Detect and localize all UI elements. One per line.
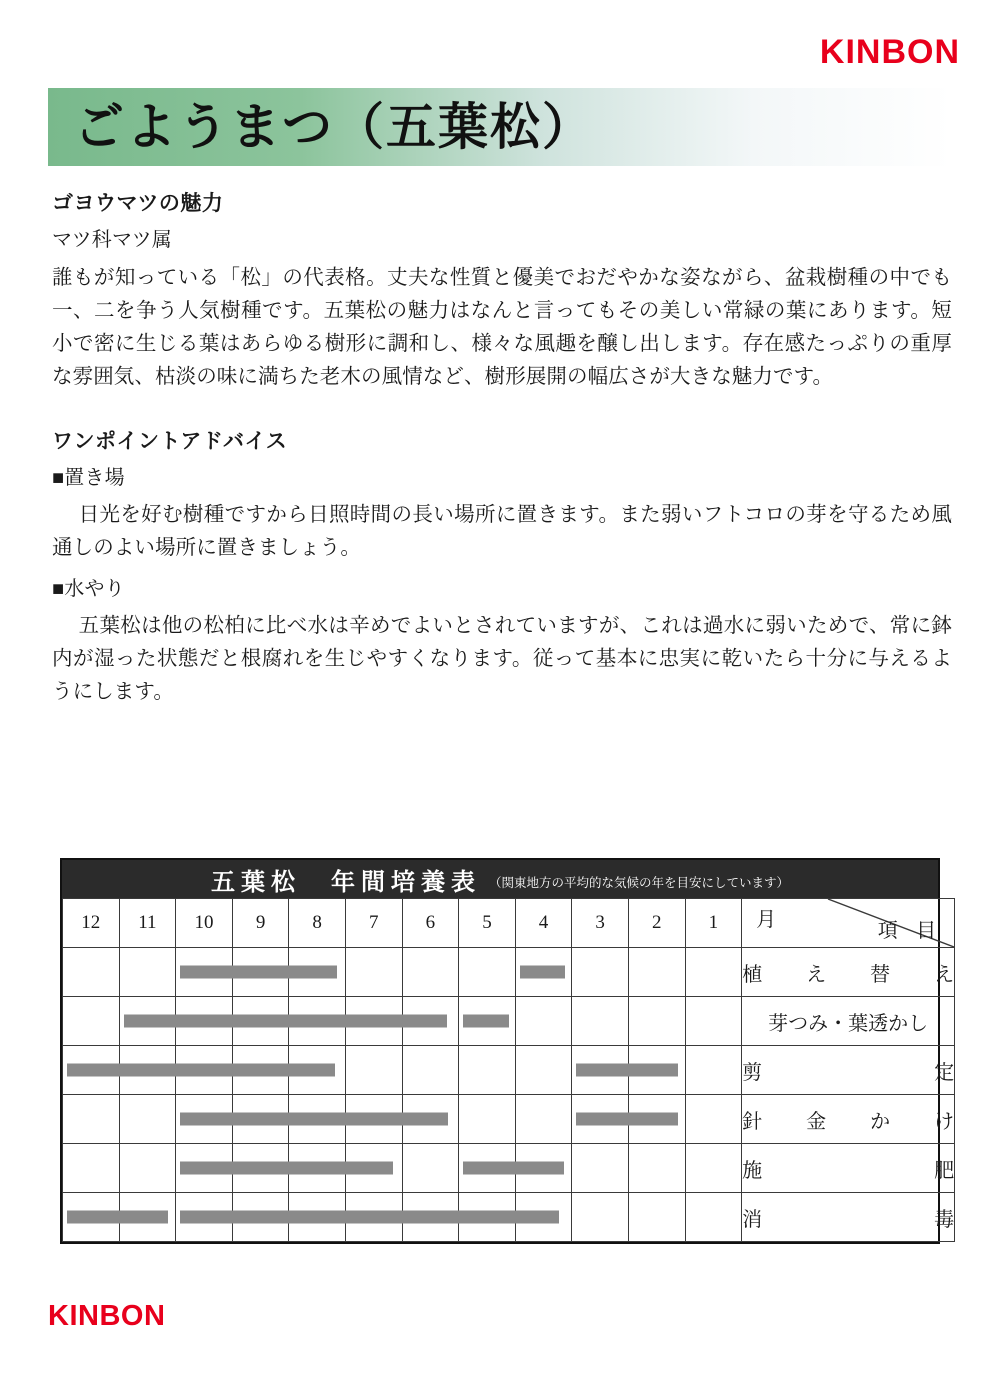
- schedule-cell: [685, 997, 742, 1046]
- schedule-cell: [685, 1193, 742, 1242]
- table-row: [63, 1193, 955, 1242]
- schedule-cell: [289, 948, 346, 997]
- page-title: ごようまつ（五葉松）: [74, 97, 594, 156]
- schedule-cell: [176, 1046, 233, 1095]
- schedule-cell: [402, 1046, 459, 1095]
- schedule-cell: [685, 1095, 742, 1144]
- schedule-cell: [402, 1144, 459, 1193]
- corner-month-label: 月: [756, 907, 777, 931]
- schedule-cell: [402, 997, 459, 1046]
- corner-item-label: 項 目: [877, 918, 943, 942]
- schedule-cell: [176, 1144, 233, 1193]
- schedule-cell: [63, 1095, 120, 1144]
- brand-logo-top: KINBON: [819, 33, 960, 71]
- schedule-cell: [119, 948, 176, 997]
- table-note: （関東地方の平均的な気候の年を目安にしています）: [488, 875, 789, 890]
- schedule-cell: [63, 948, 120, 997]
- schedule-cell: [176, 1095, 233, 1144]
- schedule-cell: [628, 948, 685, 997]
- schedule-bar: [520, 966, 566, 979]
- schedule-cell: [345, 1046, 402, 1095]
- table-row: [63, 899, 955, 948]
- month-header-cell: 10: [176, 899, 233, 948]
- month-header-cell: 4: [515, 899, 572, 948]
- schedule-cell: [345, 948, 402, 997]
- schedule-cell: [63, 1193, 120, 1242]
- family-genus-text: マツ科マツ属: [52, 229, 172, 252]
- month-header-cell: 7: [345, 899, 402, 948]
- schedule-cell: [402, 1095, 459, 1144]
- schedule-cell: [345, 1144, 402, 1193]
- schedule-cell: [232, 1193, 289, 1242]
- table-row: [63, 1095, 955, 1144]
- schedule-cell: [289, 1095, 346, 1144]
- schedule-cell: [63, 1046, 120, 1095]
- schedule-cell: [459, 1046, 516, 1095]
- schedule-cell: [119, 997, 176, 1046]
- row-label-text: 針 金 か け: [742, 1108, 955, 1133]
- section-heading-advice: ワンポイントアドバイス: [52, 429, 288, 453]
- advice-paragraph-watering: 五葉松は他の松柏に比べ水は辛めでよいとされていますが、これは過水に弱いためで、常に鉢内が湿った状態だと根腐れを生じやすくなります。従って基本に忠実に乾いたら十分に与えるようにします。: [52, 613, 952, 704]
- schedule-cell: [572, 948, 629, 997]
- schedule-cell: [63, 997, 120, 1046]
- row-label-cell: [742, 948, 955, 997]
- row-label-cell: [742, 1144, 955, 1193]
- row-label-cell: [742, 1095, 955, 1144]
- table-header: [62, 860, 938, 898]
- schedule-cell: [628, 1046, 685, 1095]
- schedule-cell: [628, 997, 685, 1046]
- schedule-cell: [232, 1095, 289, 1144]
- row-label-text: 消 毒: [742, 1206, 955, 1231]
- article-body: [52, 190, 952, 709]
- schedule-cell: [628, 1095, 685, 1144]
- row-label-text: 剪 定: [742, 1059, 955, 1084]
- schedule-cell: [402, 1193, 459, 1242]
- page-title-band: [48, 88, 952, 166]
- schedule-cell: [232, 997, 289, 1046]
- schedule-cell: [572, 1046, 629, 1095]
- row-label-text: 施 肥: [742, 1157, 955, 1182]
- schedule-cell: [232, 1144, 289, 1193]
- advice-paragraph-placement: 日光を好む樹種ですから日照時間の長い場所に置きます。また弱いフトコロの芽を守るため風通しのよい場所に置きましょう。: [52, 503, 952, 560]
- schedule-cell: [459, 1095, 516, 1144]
- annual-care-table: [60, 858, 955, 1244]
- schedule-cell: [176, 948, 233, 997]
- schedule-cell: [628, 1144, 685, 1193]
- table-title: 五葉松 年間培養表: [210, 866, 481, 896]
- care-schedule-grid: [62, 898, 955, 1242]
- table-corner-cell: [742, 899, 955, 948]
- row-label-text: 植 え 替 え: [742, 961, 955, 986]
- schedule-cell: [232, 1046, 289, 1095]
- schedule-cell: [515, 948, 572, 997]
- schedule-cell: [119, 1095, 176, 1144]
- row-label-cell: [742, 1193, 955, 1242]
- schedule-cell: [289, 1193, 346, 1242]
- schedule-cell: [176, 1193, 233, 1242]
- advice-label-placement: ■置き場: [52, 466, 125, 489]
- row-label-cell: [742, 1046, 955, 1095]
- table-row: [63, 1046, 955, 1095]
- schedule-cell: [572, 1193, 629, 1242]
- schedule-cell: [345, 1095, 402, 1144]
- month-header-cell: 5: [459, 899, 516, 948]
- schedule-cell: [515, 1193, 572, 1242]
- charm-paragraph: 誰もが知っている「松」の代表格。丈夫な性質と優美でおだやかな姿ながら、盆栽樹種の中でも一、二を争う人気樹種です。五葉松の魅力はなんと言ってもその美しい常緑の葉にあります。短小で密に生じる葉はあらゆる樹形に調和し、様々な風趣を醸し出します。存在感たっぷりの重厚な雰囲気、枯淡の味に満ちた老木の風情など、樹形展開の幅広さが大きな魅力です。: [52, 265, 952, 389]
- schedule-cell: [685, 1046, 742, 1095]
- schedule-cell: [459, 948, 516, 997]
- schedule-cell: [176, 997, 233, 1046]
- table-row: [63, 948, 955, 997]
- schedule-cell: [119, 1046, 176, 1095]
- advice-label-watering: ■水やり: [52, 577, 125, 600]
- month-header-cell: 2: [628, 899, 685, 948]
- schedule-cell: [572, 1144, 629, 1193]
- schedule-cell: [289, 1144, 346, 1193]
- table-row: [63, 1144, 955, 1193]
- row-label-text: 芽つみ・葉透かし: [768, 1010, 929, 1035]
- table-row: [63, 997, 955, 1046]
- schedule-cell: [515, 997, 572, 1046]
- schedule-cell: [459, 1193, 516, 1242]
- schedule-cell: [402, 948, 459, 997]
- schedule-bar: [463, 1015, 509, 1028]
- section-heading-charm: ゴヨウマツの魅力: [52, 192, 224, 215]
- month-header-cell: 12: [63, 899, 120, 948]
- schedule-cell: [119, 1193, 176, 1242]
- schedule-cell: [459, 1144, 516, 1193]
- month-header-cell: 9: [232, 899, 289, 948]
- month-header-cell: 11: [119, 899, 176, 948]
- schedule-cell: [685, 948, 742, 997]
- schedule-cell: [345, 1193, 402, 1242]
- schedule-cell: [345, 997, 402, 1046]
- schedule-cell: [685, 1144, 742, 1193]
- row-label-cell: [742, 997, 955, 1046]
- schedule-cell: [515, 1144, 572, 1193]
- schedule-cell: [628, 1193, 685, 1242]
- month-header-cell: 1: [685, 899, 742, 948]
- schedule-cell: [459, 997, 516, 1046]
- month-header-cell: 8: [289, 899, 346, 948]
- schedule-cell: [232, 948, 289, 997]
- schedule-cell: [515, 1095, 572, 1144]
- schedule-cell: [515, 1046, 572, 1095]
- schedule-cell: [289, 1046, 346, 1095]
- schedule-cell: [572, 997, 629, 1046]
- schedule-cell: [63, 1144, 120, 1193]
- brand-logo-bottom: KINBON: [48, 1300, 166, 1332]
- month-header-cell: 6: [402, 899, 459, 948]
- schedule-cell: [289, 997, 346, 1046]
- month-header-cell: 3: [572, 899, 629, 948]
- schedule-cell: [572, 1095, 629, 1144]
- schedule-cell: [119, 1144, 176, 1193]
